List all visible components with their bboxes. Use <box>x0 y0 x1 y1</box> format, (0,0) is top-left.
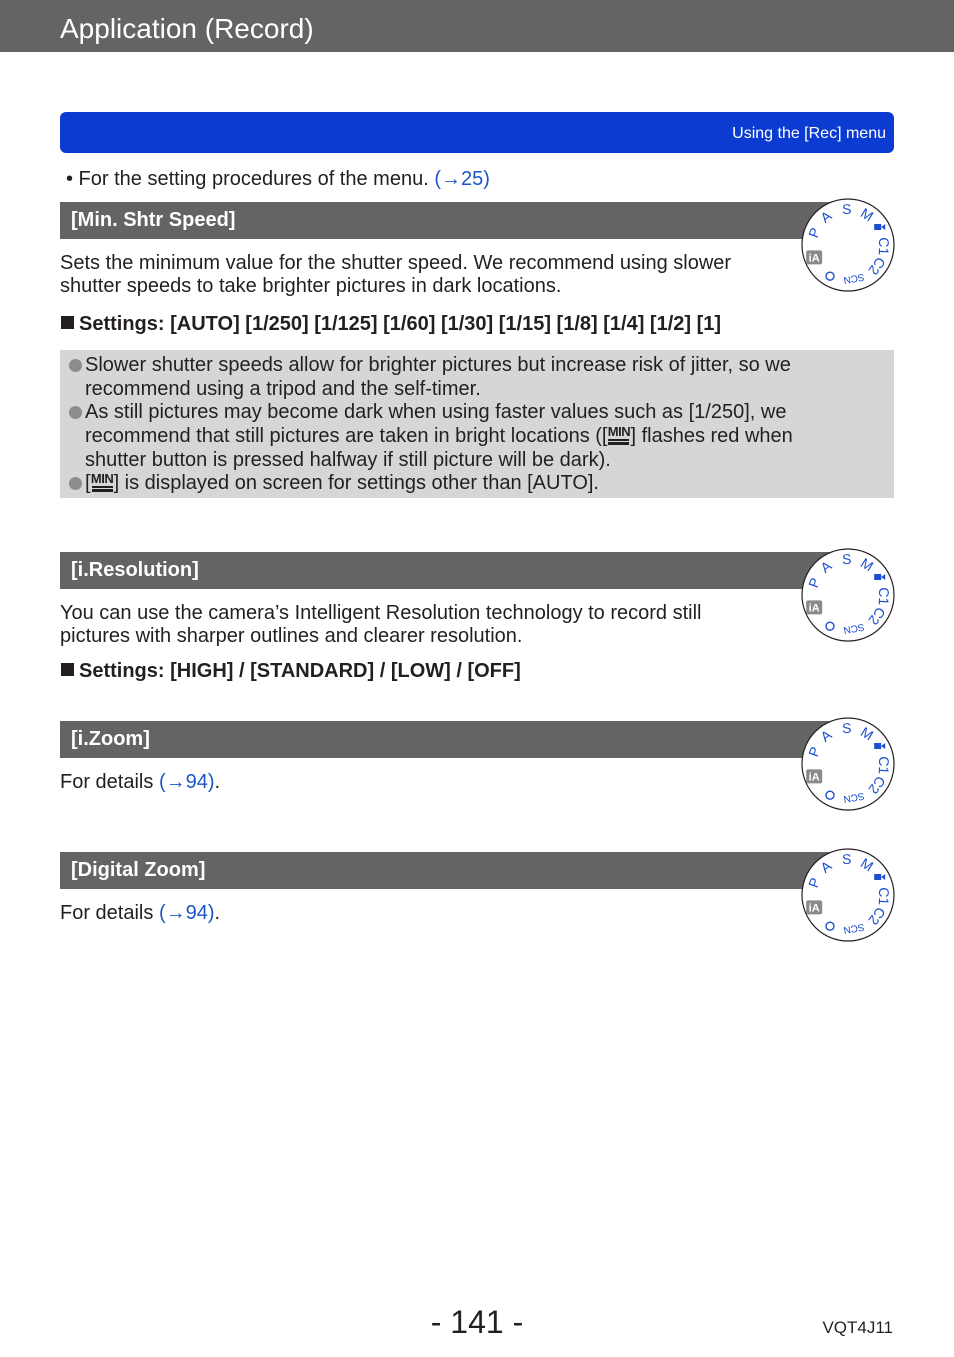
note-1-line-1: Slower shutter speeds allow for brighter pictures but increase risk of jitter, so we <box>85 354 791 376</box>
section-digital-zoom <box>60 852 840 889</box>
svg-text:A: A <box>817 726 835 745</box>
intro-text: • For the setting procedures of the menu. (→25) <box>66 168 490 190</box>
svg-text:M: M <box>857 204 877 225</box>
svg-text:S: S <box>841 200 852 218</box>
mode-dial-icon <box>800 197 896 293</box>
min-shtr-desc-2: shutter speeds to take brighter pictures in dark locations. <box>60 275 562 297</box>
svg-text:iA: iA <box>808 771 820 784</box>
svg-text:iA: iA <box>808 902 820 915</box>
svg-text:SCN: SCN <box>842 620 866 636</box>
page-header <box>0 0 954 52</box>
svg-text:P: P <box>805 575 824 590</box>
svg-text:C2: C2 <box>865 254 889 279</box>
svg-text:C1: C1 <box>875 237 893 256</box>
svg-text:SCN: SCN <box>842 920 866 936</box>
min-shutter-icon: MIN <box>607 425 630 445</box>
svg-text:C1: C1 <box>875 756 893 775</box>
section-i-zoom <box>60 721 840 758</box>
i-resolution-settings: Settings: [HIGH] / [STANDARD] / [LOW] / [OFF] <box>61 660 521 683</box>
page-title: Application (Record) <box>60 13 314 44</box>
note-2-line-3: shutter button is pressed halfway if still picture will be dark). <box>85 449 611 471</box>
i-zoom-details: For details (→94). <box>60 771 221 793</box>
intro-page-link[interactable]: (→25) <box>434 168 490 190</box>
bullet-icon <box>69 477 82 490</box>
note-1-line-2: recommend using a tripod and the self-timer. <box>85 378 481 400</box>
square-bullet-icon <box>61 316 74 329</box>
svg-text:S: S <box>841 850 852 868</box>
svg-text:SCN: SCN <box>842 270 866 286</box>
min-shutter-icon: MIN <box>91 472 114 492</box>
svg-text:M: M <box>857 554 877 575</box>
section-title: [i.Zoom] <box>71 728 150 750</box>
page-number: - 141 - <box>430 1304 524 1340</box>
section-title: [Digital Zoom] <box>71 859 206 881</box>
svg-text:iA: iA <box>808 602 820 615</box>
svg-text:S: S <box>841 719 852 737</box>
svg-text:A: A <box>817 207 835 226</box>
section-title: [Min. Shtr Speed] <box>71 209 236 231</box>
i-resolution-desc-1: You can use the camera’s Intelligent Resolution technology to record still <box>60 602 702 624</box>
bullet-icon <box>69 406 82 419</box>
section-min-shtr-speed <box>60 202 840 239</box>
svg-text:A: A <box>817 857 835 876</box>
svg-text:C1: C1 <box>875 887 893 906</box>
svg-text:C1: C1 <box>875 587 893 606</box>
svg-text:P: P <box>805 875 824 890</box>
svg-text:A: A <box>817 557 835 576</box>
svg-text:C2: C2 <box>865 604 889 629</box>
bullet-icon <box>69 359 82 372</box>
mode-dial-icon <box>800 716 896 812</box>
digital-zoom-page-link[interactable]: (→94) <box>158 902 215 924</box>
square-bullet-icon <box>61 663 74 676</box>
note-3: [ MIN ] is displayed on screen for settings other than [AUTO]. <box>85 471 599 494</box>
svg-text:M: M <box>857 723 877 744</box>
i-resolution-desc-2: pictures with sharper outlines and clearer resolution. <box>60 625 523 647</box>
svg-text:C2: C2 <box>865 773 889 798</box>
i-zoom-page-link[interactable]: (→94) <box>158 771 215 793</box>
svg-text:S: S <box>841 550 852 568</box>
document-code: VQT4J11 <box>822 1318 893 1337</box>
note-2-line-2: recommend that still pictures are taken in bright locations ([ MIN ] flashes red when <box>85 424 793 447</box>
section-i-resolution <box>60 552 840 589</box>
svg-text:M: M <box>857 854 877 875</box>
digital-zoom-details: For details (→94). <box>60 902 221 924</box>
section-banner-label: Using the [Rec] menu <box>732 125 886 142</box>
section-banner <box>60 112 894 153</box>
min-shtr-settings: Settings: [AUTO] [1/250] [1/125] [1/60] [1/30] [1/15] [1/8] [1/4] [1/2] [1] <box>61 313 721 336</box>
mode-dial-icon <box>800 847 896 943</box>
svg-text:C2: C2 <box>865 904 889 929</box>
mode-dial-icon <box>800 547 896 643</box>
notes-box <box>60 350 894 498</box>
note-2-line-1: As still pictures may become dark when using faster values such as [1/250], we <box>85 401 787 423</box>
svg-text:iA: iA <box>808 252 820 265</box>
svg-text:P: P <box>805 744 824 759</box>
min-shtr-desc-1: Sets the minimum value for the shutter speed. We recommend using slower <box>60 252 732 274</box>
svg-text:P: P <box>805 225 824 240</box>
svg-text:SCN: SCN <box>842 789 866 805</box>
section-title: [i.Resolution] <box>71 559 199 581</box>
